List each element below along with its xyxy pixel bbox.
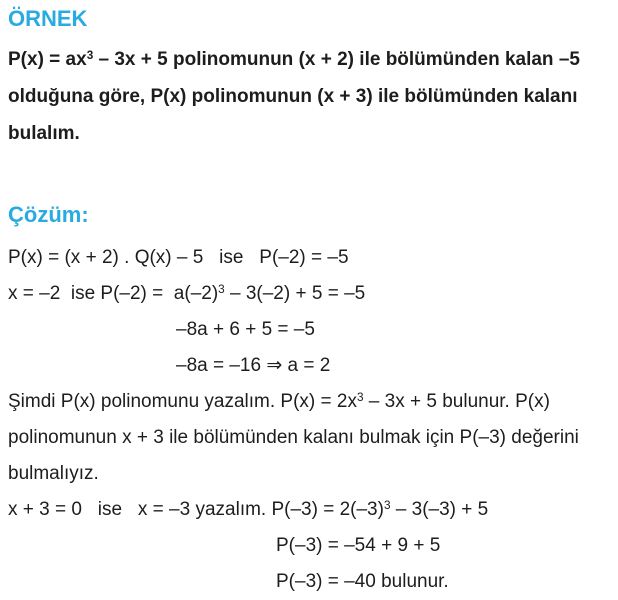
problem-line: olduğuna göre, P(x) polinomunun (x + 3) ile bölümünden kalanı: [8, 86, 578, 107]
solution-line: Şimdi P(x) polinomunu yazalım. $P(x) = 2x^3 - 3x + 5$ bulunur. P(x): [8, 391, 550, 412]
solution-line: –8a + 6 + 5 = –5: [176, 319, 315, 340]
solution-line: bulmalıyız.: [8, 463, 99, 484]
solution-line: polinomunun x + 3 ile bölümünden kalanı bulmak için P(–3) değerini: [8, 427, 579, 448]
solution-line: x = –2 ise $P(-2) = a(-2)^3 - 3(-2) + 5 = -5$: [8, 283, 366, 304]
solution-line: –8a = –16 ⇒ a = 2: [176, 355, 331, 376]
solution-line: x + 3 = 0 ise x = –3 yazalım. $P(-3) = 2(-3)^3 - 3(-3) + 5$: [8, 499, 489, 520]
problem-statement: [8, 41, 612, 152]
problem-line: bulalım.: [8, 123, 80, 144]
solution-line: P(x) = (x + 2) . Q(x) – 5 ise P(–2) = –5: [8, 247, 349, 268]
example-heading: ÖRNEK: [8, 6, 88, 31]
problem-line: $P(x) = ax^3 - 3x + 5$ polinomunun (x + 2) ile bölümünden kalan –5: [8, 49, 580, 70]
solution-heading: Çözüm:: [8, 202, 89, 227]
solution-line: P(–3) = –40 bulunur.: [276, 571, 449, 592]
solution-body: [8, 240, 612, 600]
solution-line: P(–3) = –54 + 9 + 5: [276, 535, 441, 556]
